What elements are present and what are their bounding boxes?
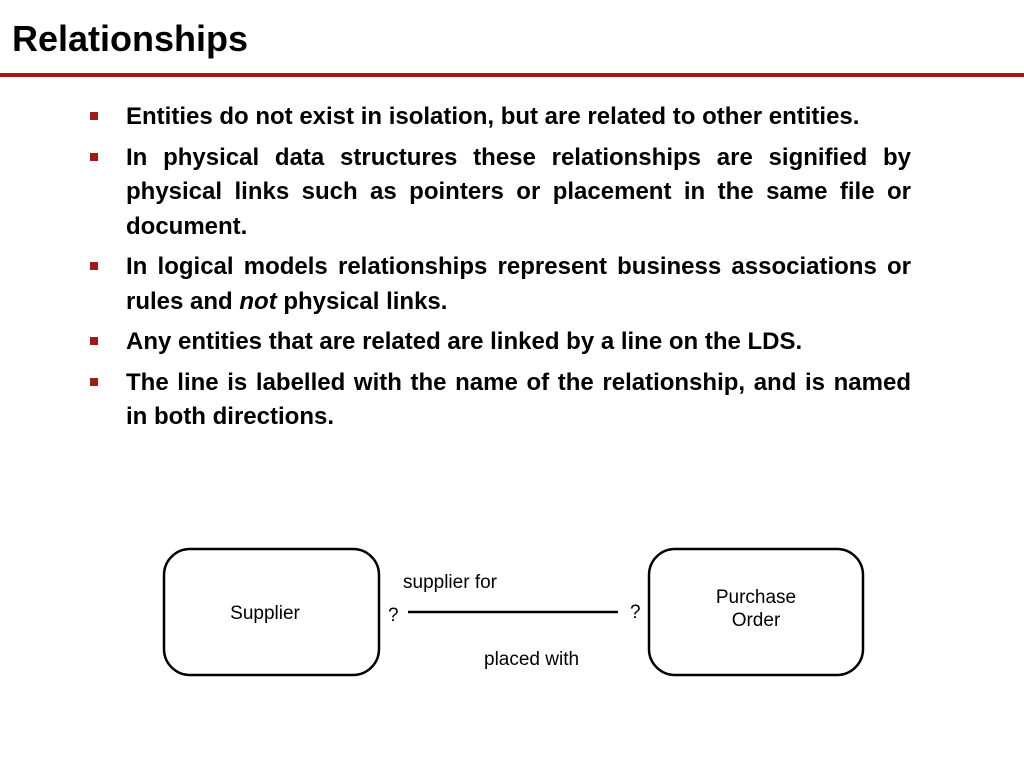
bullet-text	[126, 328, 802, 355]
bullet-list	[88, 100, 911, 441]
bullet-text-segment: In logical models relationships represent business associations or rules and	[126, 253, 911, 315]
square-bullet-icon	[90, 337, 98, 345]
bullet-text-segment: The line is labelled with the name of the relationship, and is named in both directions.	[126, 368, 911, 430]
bullet-item	[88, 325, 911, 360]
bullet-text-segment: physical links.	[276, 287, 448, 315]
relationship-label-top: supplier for	[403, 572, 497, 593]
relationship-label-bottom: placed with	[484, 649, 580, 670]
bullet-item	[88, 366, 911, 435]
bullet-text	[126, 369, 911, 431]
entity-label-purchase: Purchase	[715, 587, 797, 608]
cardinality-left: ?	[388, 605, 399, 626]
bullet-item	[88, 100, 911, 135]
bullet-text	[126, 103, 859, 130]
square-bullet-icon	[90, 262, 98, 270]
relationship-diagram	[150, 535, 880, 685]
title-underline	[0, 73, 1024, 77]
emphasis-text: not	[239, 287, 277, 315]
entity-label-supplier: Supplier	[230, 603, 300, 624]
bullet-text-segment: In physical data structures these relationships are signified by physical links such as pointers or placement in the same file or document.	[126, 143, 911, 240]
bullet-item	[88, 250, 911, 319]
bullet-text	[126, 144, 911, 240]
bullet-item	[88, 141, 911, 245]
square-bullet-icon	[90, 378, 98, 386]
cardinality-right: ?	[630, 602, 641, 623]
square-bullet-icon	[90, 153, 98, 161]
bullet-text-segment: Any entities that are related are linked by a line on the LDS.	[126, 328, 803, 355]
bullet-text-segment: Entities do not exist in isolation, but are related to other entities.	[126, 103, 860, 130]
bullet-text	[126, 253, 911, 315]
entity-label-order: Order	[731, 610, 781, 631]
slide-title: Relationships	[12, 18, 249, 59]
square-bullet-icon	[90, 112, 98, 120]
